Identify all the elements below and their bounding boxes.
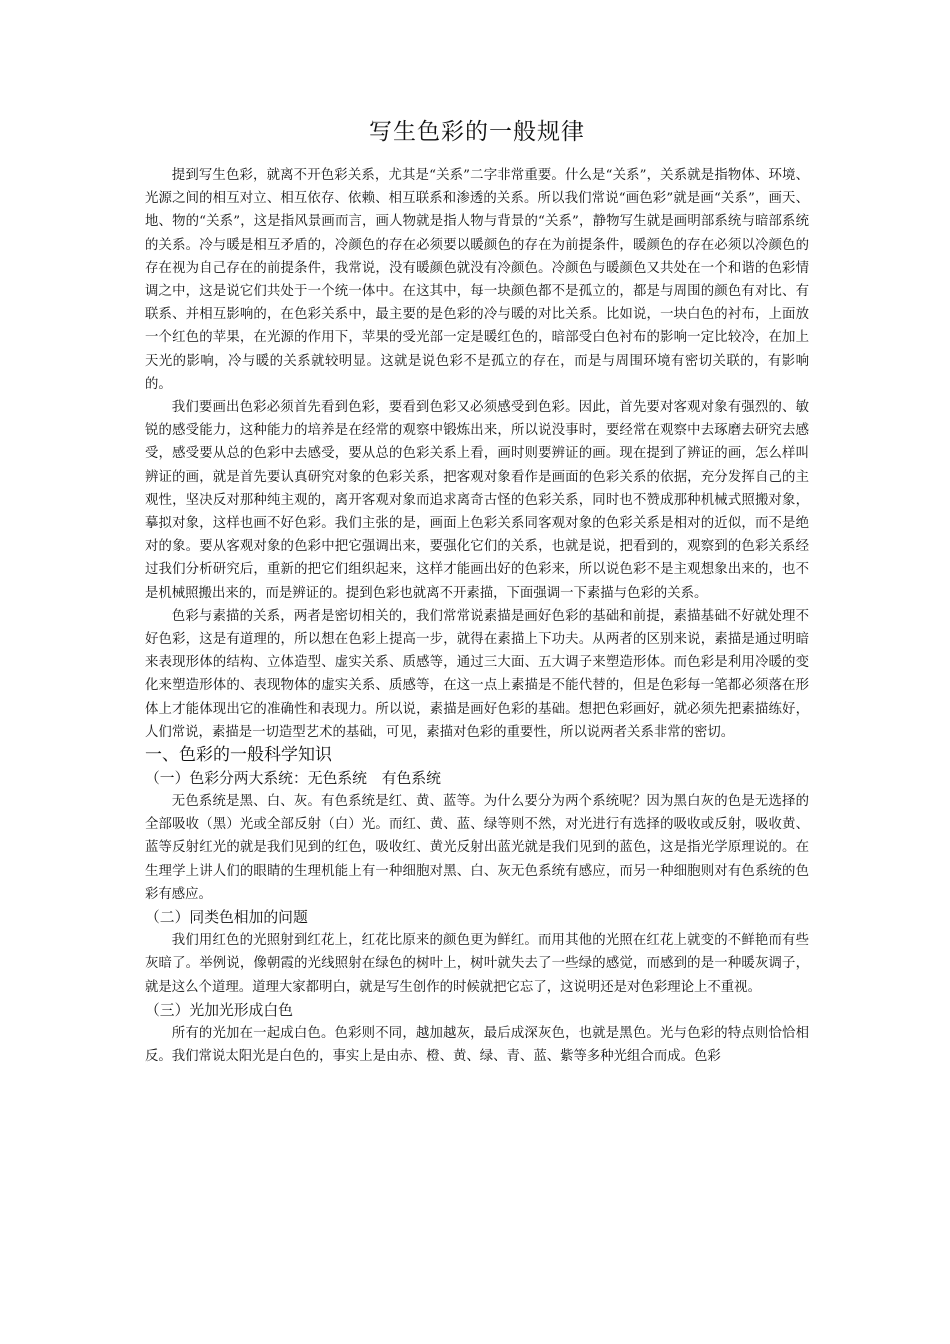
document-body	[145, 112, 809, 1068]
section-heading: 一、色彩的一般科学知识	[145, 745, 332, 766]
paragraph: 无色系统是黑、白、灰。有色系统是红、黄、蓝等。为什么要分为两个系统呢？因为黑白灰的色是无选择的全部吸收（黑）光或全部反射（白）光。而红、黄、蓝、绿等则不然，对光进行有选择的吸收或反射，吸收黄、蓝等反射红光的就是我们见到的红色，吸收红、黄光反射出蓝光就是我们见到的蓝色，这是指光学原理说的。在生理学上讲人们的眼睛的生理机能上有一种细胞对黑、白、灰无色系统有感应，而另一种细胞则对有色系统的色彩有感应。	[145, 794, 809, 902]
paragraph: 我们要画出色彩必须首先看到色彩，要看到色彩又必须感受到色彩。因此，首先要对客观对象有强烈的、敏锐的感受能力，这种能力的培养是在经常的观察中锻炼出来，所以说没事时，要经常在观察中去琢磨去研究去感受，感受要从总的色彩中去感受，要从总的色彩关系上看，画时则要辨证的画。现在提到了辨证的画，怎么样叫辨证的画，就是首先要认真研究对象的色彩关系，把客观对象看作是画面的色彩关系的依据，充分发挥自己的主观性，坚决反对那种纯主观的，离开客观对象而追求离奇古怪的色彩关系，同时也不赞成那种机械式照搬对象，摹拟对象，这样也画不好色彩。我们主张的是，画面上色彩关系同客观对象的色彩关系是相对的近似，而不是绝对的象。要从客观对象的色彩中把它强调出来，要强化它们的关系，也就是说，把看到的，观察到的色彩关系经过我们分析研究后，重新的把它们组织起来，这样才能画出好的色彩来，所以说色彩不是主观想象出来的，也不是机械照搬出来的，而是辨证的。提到色彩也就离不开素描，下面强调一下素描与色彩的关系。	[145, 400, 809, 601]
page-title: 写生色彩的一般规律	[369, 119, 585, 145]
subsection-heading: （二）同类色相加的问题	[145, 909, 308, 927]
paragraph: 我们用红色的光照射到红花上，红花比原来的颜色更为鲜红。而用其他的光照在红花上就变的不鲜艳而有些灰暗了。举例说，像朝霞的光线照射在绿色的树叶上，树叶就失去了一些绿的感觉，而感到的是一种暖灰调子，就是这么个道理。道理大家都明白，就是写生创作的时候就把它忘了，这说明还是对色彩理论上不重视。	[145, 933, 809, 995]
paragraph: 色彩与素描的关系，两者是密切相关的，我们常常说素描是画好色彩的基础和前提，素描基础不好就处理不好色彩，这是有道理的，所以想在色彩上提高一步，就得在素描上下功夫。从两者的区别来说，素描是通过明暗来表现形体的结构、立体造型、虚实关系、质感等，通过三大面、五大调子来塑造形体。而色彩是利用冷暖的变化来塑造形体的、表现物体的虚实关系、质感等，在这一点上素描是不能代替的，但是色彩每一笔都必须落在形体上才能体现出它的准确性和表现力。所以说，素描是画好色彩的基础。想把色彩画好，就必须先把素描练好，人们常说，素描是一切造型艺术的基础，可见，素描对色彩的重要性，所以说两者关系非常的密切。	[145, 608, 809, 740]
paragraph: 提到写生色彩，就离不开色彩关系，尤其是“关系”二字非常重要。什么是“关系”，关系就是指物体、环境、光源之间的相互对立、相互依存、依赖、相互联系和渗透的关系。所以我们常说“画色彩”就是画“关系”，画天、地、物的“关系”，这是指风景画而言，画人物就是指人物与背景的“关系”，静物写生就是画明部系统与暗部系统的关系。冷与暖是相互矛盾的，冷颜色的存在必须要以暖颜色的存在为前提条件，暖颜色的存在必须以冷颜色的存在视为自己存在的前提条件，我常说，没有暖颜色就没有冷颜色。冷颜色与暖颜色又共处在一个和谐的色彩情调之中，这是说它们共处于一个统一体中。在这其中，每一块颜色都不是孤立的，都是与周围的颜色有对比、有联系、并相互影响的，在色彩关系中，最主要的是色彩的冷与暖的对比关系。比如说，一块白色的衬布，上面放一个红色的苹果，在光源的作用下，苹果的受光部一定是暖红色的，暗部受白色衬布的影响一定比较冷，在加上天光的影响，冷与暖的关系就较明显。这就是说色彩不是孤立的存在，而是与周围环境有密切关联的，有影响的。	[145, 168, 809, 392]
subsection-heading: （三）光加光形成白色	[145, 1001, 293, 1019]
paragraph: 所有的光加在一起成白色。色彩则不同，越加越灰，最后成深灰色，也就是黑色。光与色彩的特点则恰恰相反。我们常说太阳光是白色的，事实上是由赤、橙、黄、绿、青、蓝、紫等多种光组合而成。色彩	[145, 1025, 809, 1064]
subsection-heading: （一）色彩分两大系统：无色系统 有色系统	[145, 770, 441, 788]
